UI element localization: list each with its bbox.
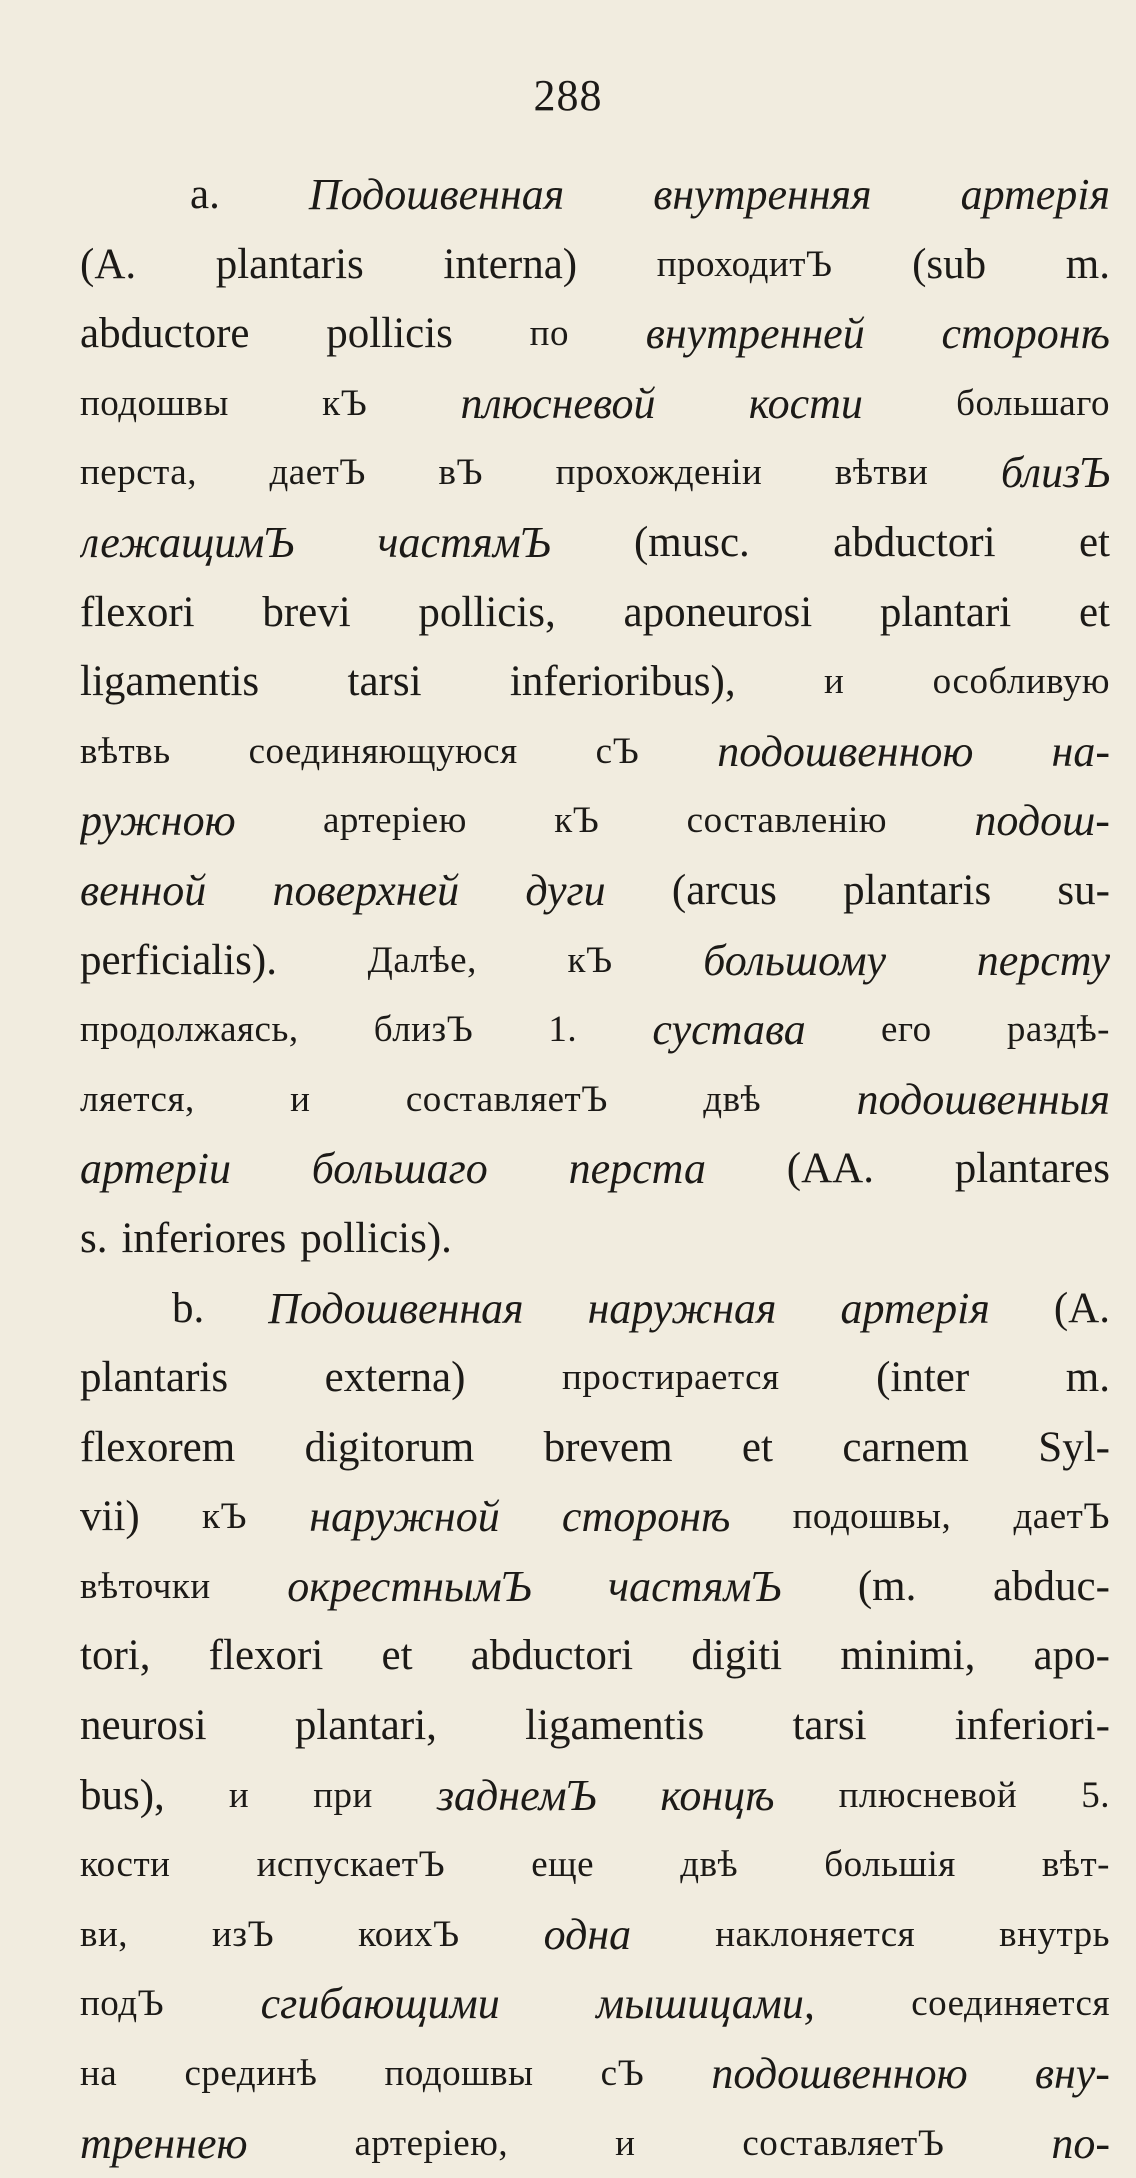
- italic-term: наружная: [587, 1283, 777, 1333]
- italic-term: поверхней: [272, 865, 460, 915]
- text-word: срединѣ: [184, 2053, 318, 2095]
- text-word: (musc.: [633, 518, 750, 566]
- text-word: составляетЪ: [405, 1078, 608, 1120]
- text-word: ляется,: [80, 1078, 195, 1120]
- text-word: et: [381, 1632, 413, 1680]
- text-word: 5.: [1081, 1774, 1110, 1816]
- italic-term: плюсневой: [460, 378, 656, 428]
- text-word: наклоняется: [715, 1913, 916, 1955]
- text-word: pollicis: [326, 310, 453, 358]
- text-word: составляетЪ: [742, 2122, 945, 2164]
- text-line: [80, 1413, 1110, 1483]
- text-word: изЪ: [212, 1913, 275, 1955]
- italic-term: внутренняя: [653, 170, 872, 219]
- italic-term: ружною: [80, 796, 236, 846]
- page-number: 288: [533, 71, 603, 120]
- text-word: вѣточки: [80, 1565, 211, 1607]
- text-word: m.: [1065, 1354, 1110, 1402]
- italic-term: кости: [748, 378, 863, 428]
- text-word: flexorem: [80, 1423, 236, 1471]
- text-word: inferioribus),: [509, 658, 736, 706]
- text-line: [80, 1969, 1110, 2039]
- text-word: и: [228, 1774, 250, 1816]
- italic-term: сустава: [652, 1005, 806, 1055]
- italic-term: вну-: [1034, 2049, 1110, 2099]
- text-line: [80, 1761, 1110, 1831]
- text-word: interna): [443, 240, 578, 288]
- text-word: et: [741, 1423, 773, 1471]
- text-word: коихЪ: [358, 1913, 460, 1955]
- text-word: и: [615, 2122, 636, 2164]
- text-line: [80, 230, 1110, 300]
- text-line: [80, 856, 1110, 926]
- text-word: et: [1078, 588, 1110, 636]
- italic-term: близЪ: [1000, 448, 1110, 498]
- italic-term: большому: [703, 935, 887, 985]
- text-line: [80, 717, 1110, 787]
- text-line: [80, 1274, 1110, 1344]
- italic-term: частямЪ: [377, 517, 551, 567]
- text-line: [80, 786, 1110, 856]
- italic-term: перста: [568, 1144, 706, 1194]
- text-line: [80, 1900, 1110, 1970]
- text-word: abductore: [80, 310, 250, 358]
- text-word: кЪ: [201, 1496, 248, 1538]
- text-word: abductori: [833, 518, 996, 566]
- text-word: сЪ: [600, 2053, 645, 2095]
- text-word: Syl-: [1038, 1423, 1110, 1471]
- text-line: [80, 1552, 1110, 1622]
- text-word: a.: [190, 171, 220, 218]
- text-word: inferiori-: [954, 1702, 1110, 1750]
- italic-term: большаго: [311, 1144, 488, 1194]
- text-word: plantares: [954, 1145, 1110, 1193]
- text-word: plantaris: [80, 1354, 229, 1402]
- text-line: [80, 1343, 1110, 1413]
- text-line: [80, 160, 1110, 230]
- text-word: прохожденіи: [555, 452, 763, 494]
- text-line: [80, 2109, 1110, 2178]
- italic-term: подош-: [974, 796, 1110, 846]
- text-word: артеріею,: [354, 2122, 509, 2164]
- text-word: по: [529, 313, 569, 355]
- text-word: двѣ: [703, 1078, 762, 1120]
- italic-term: венной: [80, 865, 207, 915]
- text-word: bus),: [80, 1771, 165, 1819]
- text-word: neurosi: [80, 1702, 207, 1750]
- text-word: (sub: [912, 240, 987, 288]
- text-word: кЪ: [567, 939, 613, 981]
- text-line: [80, 926, 1110, 996]
- text-line: [80, 1830, 1110, 1900]
- text-word: plantaris: [215, 240, 364, 288]
- italic-term: артеріи: [80, 1144, 231, 1194]
- text-word: и: [290, 1078, 311, 1120]
- text-word: еще: [531, 1844, 595, 1886]
- text-word: aponeurosi: [623, 588, 813, 636]
- text-line: [80, 1621, 1110, 1691]
- italic-term: окрестнымЪ: [287, 1561, 532, 1611]
- italic-term: концѣ: [660, 1770, 775, 1820]
- text-word: большія: [824, 1844, 956, 1886]
- text-word: продолжаясь,: [80, 1009, 299, 1051]
- text-word: tori,: [80, 1632, 151, 1680]
- text-word: его: [880, 1009, 932, 1051]
- italic-term: мышицами,: [596, 1979, 815, 2029]
- italic-term: сгибающими: [260, 1979, 500, 2029]
- text-word: подошвы: [80, 382, 229, 424]
- italic-term: Подошвенная: [268, 1283, 524, 1333]
- italic-term: заднемЪ: [436, 1770, 597, 1820]
- text-word: perficialis).: [80, 936, 277, 984]
- text-word: et: [1078, 518, 1110, 566]
- text-word: даетЪ: [269, 452, 366, 494]
- italic-term: сторонѣ: [941, 309, 1110, 359]
- text-word: проходитЪ: [656, 243, 833, 285]
- text-line: [80, 647, 1110, 717]
- text-word: tarsi: [792, 1702, 867, 1750]
- italic-term: одна: [543, 1909, 632, 1959]
- text-word: ligamentis: [525, 1702, 705, 1750]
- text-word: (AA.: [786, 1145, 874, 1193]
- text-word: плюсневой: [838, 1774, 1018, 1816]
- text-word: кЪ: [322, 382, 368, 424]
- text-word: apo-: [1033, 1632, 1110, 1680]
- text-word: abduc-: [992, 1562, 1110, 1610]
- text-word: большаго: [956, 382, 1110, 424]
- text-line: [80, 508, 1110, 578]
- italic-term: лежащимЪ: [80, 517, 295, 567]
- text-word: externa): [324, 1354, 466, 1402]
- text-word: flexori: [80, 588, 195, 636]
- italic-term: внутренней: [645, 309, 865, 359]
- text-word: digitorum: [304, 1423, 475, 1471]
- text-word: вѣтви: [834, 452, 929, 494]
- text-line: [80, 1204, 1110, 1274]
- text-word: раздѣ-: [1006, 1009, 1110, 1051]
- text-word: (inter: [876, 1354, 970, 1402]
- text-word: m.: [1065, 240, 1110, 288]
- text-word: соединяющуюся: [248, 730, 518, 772]
- text-word: digiti: [691, 1632, 783, 1680]
- text-word: inferiores: [121, 1214, 287, 1262]
- text-word: Далѣе,: [367, 939, 477, 981]
- text-word: su-: [1057, 866, 1110, 914]
- text-word: особливую: [932, 661, 1110, 703]
- text-line: [80, 995, 1110, 1065]
- text-word: подЪ: [80, 1983, 165, 2025]
- text-word: кости: [80, 1844, 171, 1886]
- text-word: соединяется: [911, 1983, 1110, 2025]
- italic-term: артерія: [960, 170, 1110, 219]
- text-line: [80, 578, 1110, 648]
- italic-term: подошвенныя: [856, 1074, 1110, 1124]
- text-word: abductori: [470, 1632, 634, 1680]
- italic-term: на-: [1051, 726, 1110, 776]
- text-word: plantaris: [843, 866, 992, 914]
- text-line: [80, 1482, 1110, 1552]
- text-word: ви,: [80, 1913, 129, 1955]
- text-word: (A.: [80, 240, 137, 288]
- text-word: plantari,: [294, 1702, 437, 1750]
- text-word: вѣтвь: [80, 730, 171, 772]
- page-text: [80, 160, 1110, 2178]
- text-word: при: [313, 1774, 373, 1816]
- text-word: ligamentis: [80, 658, 260, 706]
- text-word: и: [823, 661, 845, 703]
- text-line: [80, 438, 1110, 508]
- text-word: простирается: [562, 1357, 780, 1399]
- text-line: [80, 2039, 1110, 2109]
- italic-term: дуги: [525, 865, 606, 915]
- text-word: на: [80, 2053, 118, 2095]
- italic-term: артерія: [840, 1283, 990, 1333]
- text-word: s.: [80, 1214, 108, 1262]
- italic-term: треннею: [80, 2118, 248, 2168]
- text-word: перста,: [80, 452, 197, 494]
- text-word: близЪ: [373, 1009, 474, 1051]
- text-word: minimi,: [840, 1632, 976, 1680]
- text-word: brevem: [543, 1423, 673, 1471]
- text-word: pollicis).: [300, 1214, 452, 1262]
- text-word: подошвы: [384, 2053, 534, 2095]
- text-word: flexori: [208, 1632, 324, 1680]
- text-line: [80, 1134, 1110, 1204]
- text-word: кЪ: [554, 800, 600, 842]
- text-line: [80, 369, 1110, 439]
- text-word: испускаетЪ: [256, 1844, 446, 1886]
- italic-term: подошвенною: [717, 726, 974, 776]
- text-word: 1.: [548, 1009, 578, 1051]
- text-word: внутрь: [999, 1913, 1110, 1955]
- text-word: подошвы,: [792, 1496, 952, 1538]
- italic-term: Подошвенная: [308, 170, 565, 219]
- italic-term: по-: [1051, 2118, 1110, 2168]
- text-word: сЪ: [595, 730, 640, 772]
- text-word: составленію: [686, 800, 888, 842]
- italic-term: сторонѣ: [561, 1492, 731, 1542]
- text-word: plantari: [879, 588, 1012, 636]
- text-line: [80, 1691, 1110, 1761]
- italic-term: персту: [976, 935, 1110, 985]
- text-word: даетЪ: [1013, 1496, 1110, 1538]
- text-word: vii): [80, 1493, 140, 1541]
- text-word: tarsi: [347, 658, 422, 706]
- italic-term: наружной: [309, 1492, 500, 1542]
- text-word: (arcus: [671, 866, 777, 914]
- text-word: brevi: [262, 588, 351, 636]
- text-word: двѣ: [680, 1844, 739, 1886]
- text-word: (A.: [1053, 1284, 1110, 1332]
- text-line: [80, 299, 1110, 369]
- text-word: pollicis,: [418, 588, 556, 636]
- text-word: (m.: [857, 1562, 917, 1610]
- text-line: [80, 1065, 1110, 1135]
- italic-term: частямЪ: [608, 1561, 782, 1611]
- text-word: carnem: [842, 1423, 969, 1471]
- italic-term: подошвенною: [711, 2049, 968, 2099]
- text-word: артеріею: [322, 800, 467, 842]
- text-word: вѣт-: [1041, 1844, 1110, 1886]
- text-word: b.: [172, 1284, 205, 1332]
- text-word: вЪ: [438, 452, 484, 494]
